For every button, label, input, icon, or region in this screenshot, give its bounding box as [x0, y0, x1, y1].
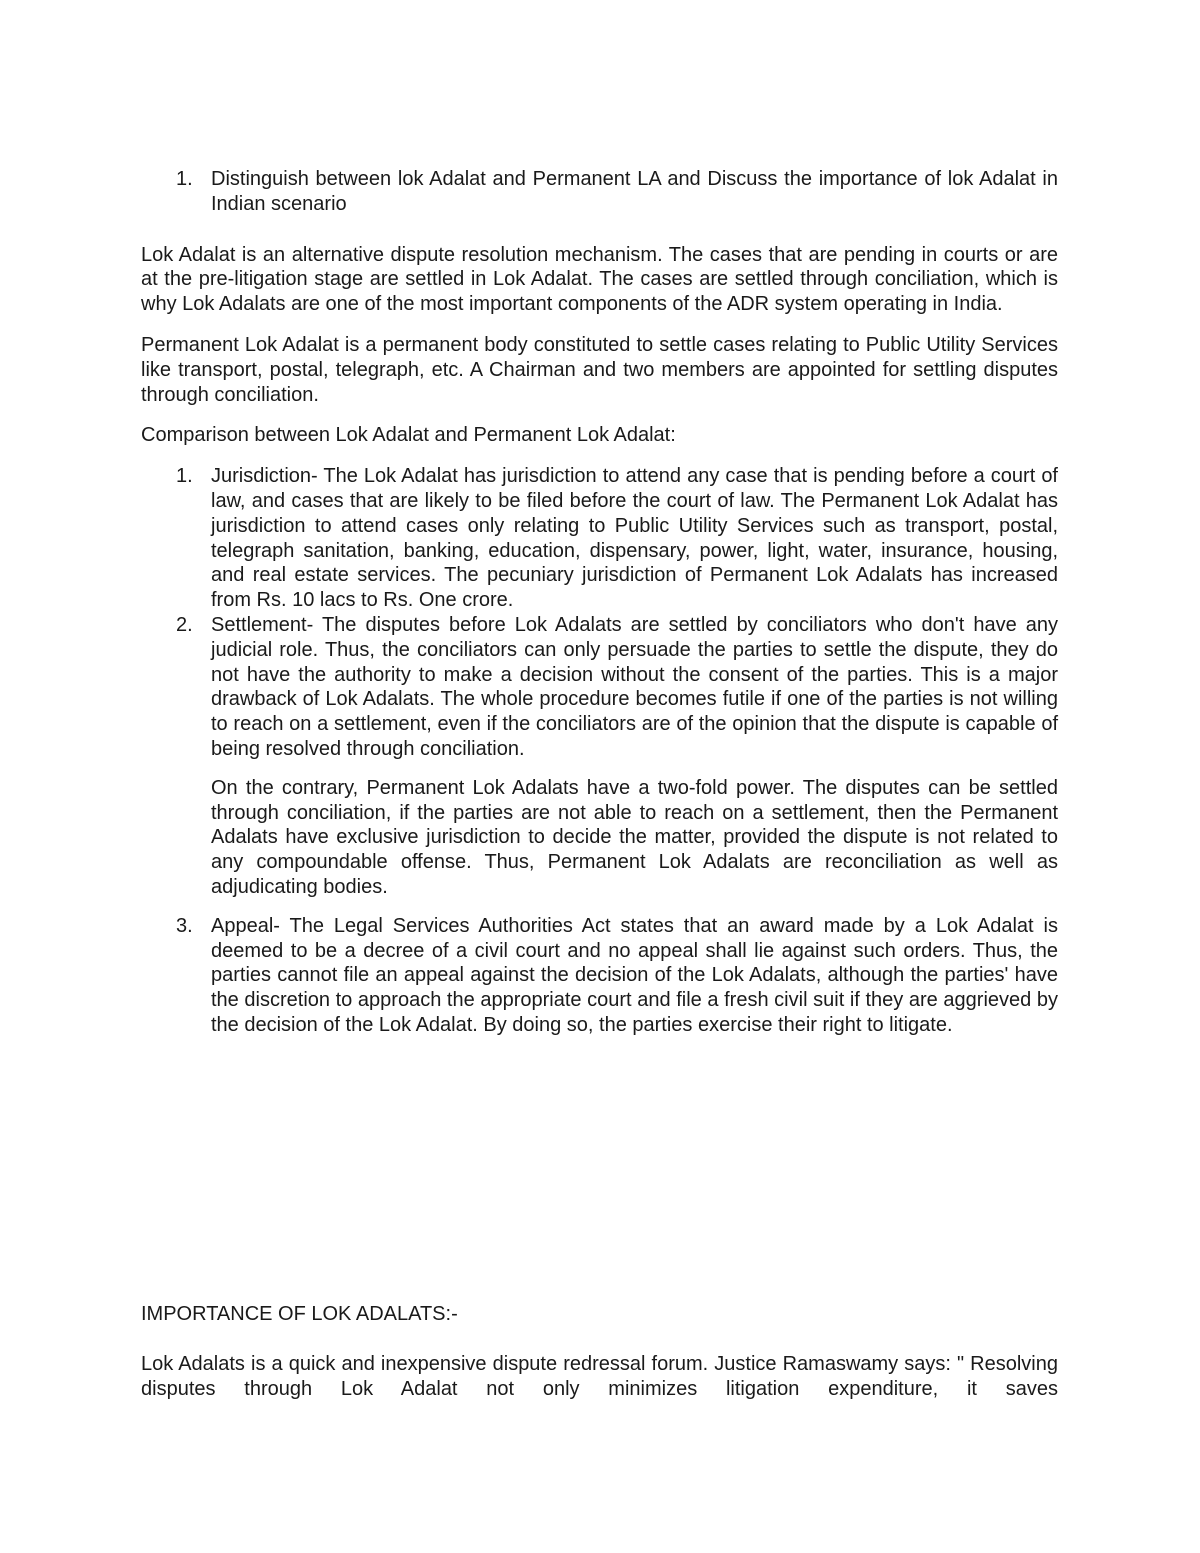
list-item-text: Settlement- The disputes before Lok Adalats are settled by conciliators who don't have any judicial role. Thus, the conciliators can only persuade the parties to settle the dispute, they do not have the authority to make a decision without the consent of the parties. This is a major drawback of Lok Adalats. The whole procedure becomes futile if one of the parties is not willing to reach on a settlement, even if the conciliators are of the opinion that the dispute is capable of being resolved through conciliation.: [211, 613, 1058, 760]
comparison-item-appeal: [141, 914, 1058, 1038]
list-number: 2.: [176, 613, 193, 636]
list-item-text: Appeal- The Legal Services Authorities Act states that an award made by a Lok Adalat is deemed to be a decree of a civil court and no appeal shall lie against such orders. Thus, the parties cannot file an appeal against the decision of the Lok Adalats, although the parties' have the discretion to approach the appropriate court and file a fresh civil suit if they are aggrieved by the decision of the Lok Adalat. By doing so, the parties exercise their right to litigate.: [211, 914, 1058, 1036]
importance-heading: IMPORTANCE OF LOK ADALATS:-: [141, 1303, 458, 1325]
comparison-heading: Comparison between Lok Adalat and Permanent Lok Adalat:: [141, 424, 676, 447]
comparison-item-jurisdiction: [141, 464, 1058, 613]
settlement-continuation: On the contrary, Permanent Lok Adalats have a two-fold power. The disputes can be settled through conciliation, if the parties are not able to reach on a settlement, then the Permanent Adalats have exclusive jurisdiction to decide the matter, provided the dispute is not related to any compoundable offense. Thus, Permanent Lok Adalats are reconciliation as well as adjudicating bodies.: [211, 776, 1058, 898]
list-number: 3.: [176, 914, 193, 937]
intro-paragraph-permanent-lok-adalat: Permanent Lok Adalat is a permanent body constituted to settle cases relating to Public Utility Services like transport, postal, telegraph, etc. A Chairman and two members are appointed for settling disputes through conciliation.: [141, 333, 1058, 406]
question-number: 1.: [176, 168, 193, 190]
importance-paragraph-text: Lok Adalats is a quick and inexpensive dispute redressal forum. Justice Ramaswamy says: " Resolving disputes through Lok Adalat not only minimizes litigation expenditure, it saves: [141, 1353, 1058, 1400]
importance-paragraph: [141, 1352, 1058, 1426]
document-body: [141, 167, 1058, 1038]
question-text: Distinguish between lok Adalat and Permanent LA and Discuss the importance of lok Adalat in Indian scenario: [211, 168, 1058, 215]
comparison-item-settlement: [141, 613, 1058, 762]
justify-filler: [141, 1403, 1058, 1425]
list-item-text: Jurisdiction- The Lok Adalat has jurisdiction to attend any case that is pending before a court of law, and cases that are likely to be filed before the court of law. The Permanent Lok Adalat has jurisdiction to attend cases only relating to Public Utility Services such as transport, postal, telegraph sanitation, banking, education, dispensary, power, light, water, insurance, housing, and real estate services. The pecuniary jurisdiction of Permanent Lok Adalats has increased from Rs. 10 lacs to Rs. One crore.: [211, 465, 1058, 612]
intro-paragraph-lok-adalat: Lok Adalat is an alternative dispute resolution mechanism. The cases that are pending in courts or are at the pre-litigation stage are settled in Lok Adalat. The cases are settled through conciliation, which is why Lok Adalats are one of the most important components of the ADR system operating in India.: [141, 243, 1058, 316]
list-number: 1.: [176, 465, 193, 488]
question-item: [141, 167, 1058, 217]
